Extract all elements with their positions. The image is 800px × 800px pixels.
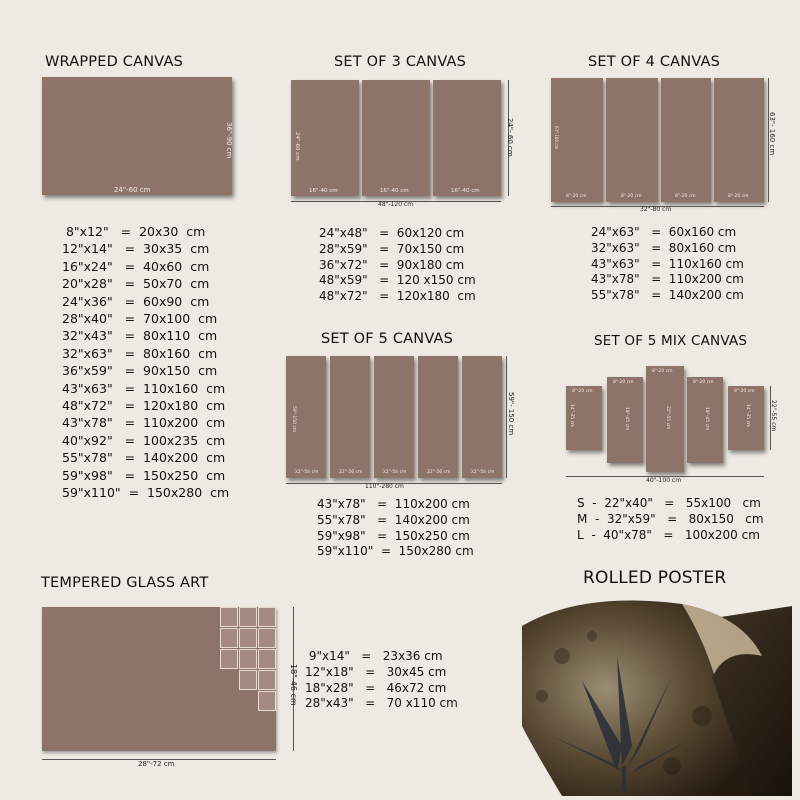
mix-panel-4 [687,377,723,463]
list-item: 43"x63" = 110x160 cm [62,380,226,396]
set5-width-label: 110"-280 cm [365,483,404,490]
glass-panel [42,607,276,751]
list-item: 32"x63" = 80x160 cm [62,345,218,361]
set3-panel-label: 16"-40 cm [380,188,409,194]
set3-width-label: 48"-120 cm [378,201,414,208]
mix-side-label-22: 22"-55 cm [665,406,670,430]
list-item: 12"x18" = 30x45 cm [305,664,447,679]
set4-panel-1 [551,78,603,202]
mix-side-label-18: 18"-45 cm [704,407,709,431]
glass-size-list [305,649,458,712]
list-item: 48"x59" = 120 x150 cm [319,273,476,288]
list-item: 24"x36" = 60x90 cm [62,293,210,309]
list-item: M - 32"x59" = 80x150 cm [577,511,764,526]
list-item: L - 40"x78" = 100x200 cm [577,527,760,542]
set5-panel-4 [418,356,458,478]
set5-panel-label: 22"-56 cm [383,470,407,475]
set5-panel-2 [330,356,370,478]
wrapped-canvas-panel [42,77,232,195]
set5-panel-label: 22"-56 cm [427,470,451,475]
list-item: 28"x40" = 70x100 cm [62,311,218,327]
set5-panel-label: 22"-56 cm [339,470,363,475]
mix-width-label: 40"-100 cm [646,477,682,484]
list-item: 55"x78" = 140x200 cm [62,450,226,466]
set5-size-list [317,497,474,560]
mix-height-label: 22"-55 cm [770,400,777,432]
list-item: 8"x12" = 20x30 cm [62,224,206,239]
list-item: 43"x78" = 110x200 cm [591,272,744,287]
list-item: 48"x72" = 120x180 cm [319,289,476,304]
set4-panel-label: 8"-20 cm [728,194,749,199]
list-item: 18"x28" = 46x72 cm [305,680,447,695]
set5-panel-5 [462,356,502,478]
set5-height-label: 59"- 150 cm [507,392,515,436]
set4-panel-label: 8"-20 cm [675,194,696,199]
set3-panel-1 [291,80,359,196]
set4-height-label: 63"- 160 cm [768,112,776,156]
set3-title: SET OF 3 CANVAS [334,54,467,70]
glass-reflection-grid [220,607,276,707]
set5-panel-label: 22"-56 cm [471,470,495,475]
list-item: 55"x78" = 140x200 cm [591,288,744,303]
set4-panel-label: 8"-20 cm [566,194,587,199]
list-item: 59"x98" = 150x250 cm [62,467,226,483]
glass-width-label: 28"-72 cm [138,760,175,768]
list-item: 28"x59" = 70x150 cm [319,241,465,256]
set4-panel-2 [606,78,658,202]
list-item: 9"x14" = 23x36 cm [305,649,443,663]
list-item: 36"x59" = 90x150 cm [62,363,218,379]
mix-panel-1 [566,386,602,450]
rolled-poster-image [522,596,792,796]
list-item: 43"x78" = 110x200 cm [62,415,226,431]
list-item: 32"x43" = 80x110 cm [62,328,218,344]
set4-size-list [591,225,744,304]
set4-width-label: 32"-80 cm [640,206,672,213]
mix-panel-2 [607,377,643,463]
set4-panel-4 [714,78,764,202]
wrapped-width-label: 24"-60 cm [114,186,151,194]
set3-panel-2 [362,80,430,196]
glass-title: TEMPERED GLASS ART [41,575,209,591]
set3-panel-label: 16"-40 cm [451,188,480,194]
list-item: 24"x63" = 60x160 cm [591,225,737,239]
list-item: 32"x63" = 80x160 cm [591,240,737,255]
set5-title: SET OF 5 CANVAS [321,331,454,347]
list-item: 59"x98" = 150x250 cm [317,528,470,543]
set3-panel-label: 16"-40 cm [309,188,338,194]
list-item: 16"x24" = 40x60 cm [62,258,210,274]
mix-size-list [577,496,764,543]
list-item: 59"x110" = 150x280 cm [62,485,230,501]
set4-panel-3 [661,78,711,202]
list-item: 20"x28" = 50x70 cm [62,276,210,292]
mix-top-label: 8"-20 cm [734,389,755,394]
wrapped-canvas-title: WRAPPED CANVAS [45,54,183,70]
set5-panel-1 [286,356,326,478]
poster-title: ROLLED POSTER [583,568,727,588]
list-item: 59"x110" = 150x280 cm [317,544,474,559]
mix-panel-3 [646,366,684,472]
mix-title: SET OF 5 MIX CANVAS [594,333,748,349]
set3-panel-height-label: 24"-60 cm [294,132,300,161]
set3-panel-3 [433,80,501,196]
list-item: 40"x92" = 100x235 cm [62,432,226,448]
set4-title: SET OF 4 CANVAS [588,54,721,70]
list-item: 43"x78" = 110x200 cm [317,497,470,511]
wrapped-size-list [62,223,229,502]
mix-top-label: 8"-20 cm [693,380,714,385]
list-item: 55"x78" = 140x200 cm [317,512,470,527]
mix-top-label: 8"-20 cm [572,389,593,394]
mix-top-label: 8"-20 cm [652,369,673,374]
list-item: 24"x48" = 60x120 cm [319,226,465,240]
set4-panel-label: 8"-20 cm [621,194,642,199]
mix-side-label-18: 18"-45 cm [624,407,629,431]
poster-illustration [522,596,792,796]
list-item: S - 22"x40" = 55x100 cm [577,496,761,510]
list-item: 28"x43" = 70 x110 cm [305,696,458,711]
mix-top-label: 8"-20 cm [613,380,634,385]
list-item: 48"x72" = 120x180 cm [62,398,226,414]
list-item: 36"x72" = 90x180 cm [319,257,465,272]
set4-panel-height-label: 63"-160 cm [554,126,559,150]
set3-height-label: 24"- 60 cm [506,118,514,157]
mix-panel-5 [728,386,764,450]
list-item: 43"x63" = 110x160 cm [591,256,744,271]
list-item: 12"x14" = 30x35 cm [62,241,210,257]
set3-size-list [319,226,476,305]
mix-side-label-14: 14"-35 cm [569,404,574,428]
set5-panel-label: 22"-56 cm [295,470,319,475]
set5-panel-height-label: 59"-150 cm [291,406,296,433]
glass-height-label: 18"-46 cm [289,664,298,706]
wrapped-height-label: 36"-90 cm [225,122,233,159]
mix-side-label-14: 14"-35 cm [745,404,750,428]
set5-panel-3 [374,356,414,478]
